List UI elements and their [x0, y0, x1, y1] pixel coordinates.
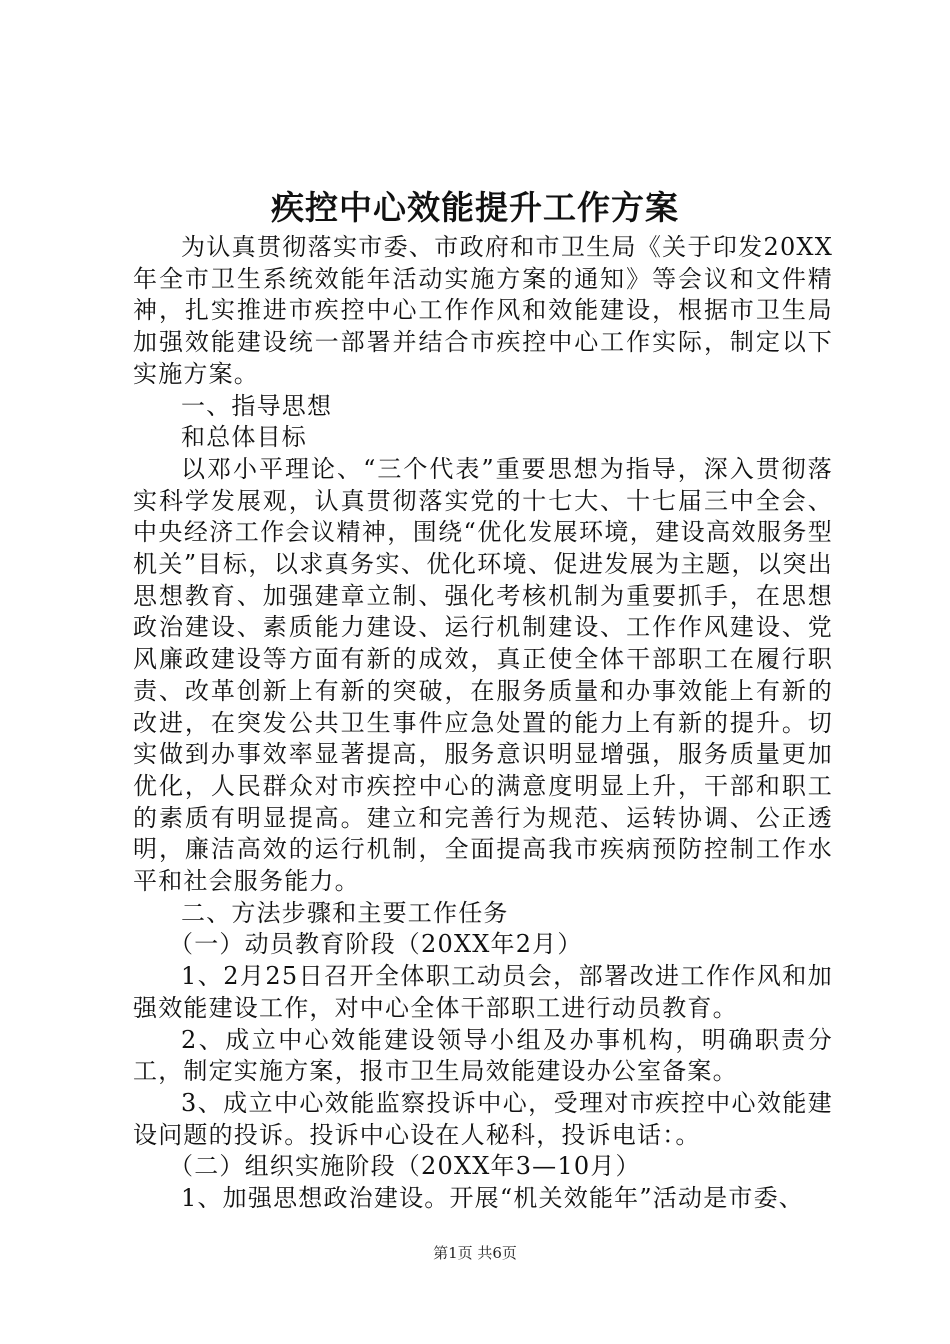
intro-paragraph: 为认真贯彻落实市委、市政府和市卫生局《关于印发20XX年全市卫生系统效能年活动实施方案的通知》等会议和文件精神，扎实推进市疾控中心工作作风和效能建设，根据市卫生局加强效能建设统一部署并结合市疾控中心工作实际，制定以下实施方案。	[133, 233, 833, 388]
page-footer: 第1页 共6页	[433, 1244, 517, 1262]
section-heading-methods: 二、方法步骤和主要工作任务	[181, 898, 509, 927]
section-heading-guiding-thought: 一、指导思想	[181, 391, 333, 420]
list-item: 3、成立中心效能监察投诉中心，受理对市疾控中心效能建设问题的投诉。投诉中心设在人秘科，投诉电话：。	[133, 1088, 833, 1149]
section-heading-overall-goal: 和总体目标	[181, 423, 307, 452]
stage-heading-mobilization: （一）动员教育阶段（20XX年2月）	[169, 930, 583, 959]
document-body	[133, 232, 833, 1215]
list-item: 1、2月25日召开全体职工动员会，部署改进工作作风和加强效能建设工作，对中心全体干部职工进行动员教育。	[133, 962, 833, 1022]
goal-paragraph: 以邓小平理论、“三个代表”重要思想为指导，深入贯彻落实科学发展观，认真贯彻落实党的十七大、十七届三中全会、中央经济工作会议精神，围绕“优化发展环境，建设高效服务型机关”目标，以求真务实、优化环境、促进发展为主题，以突出思想教育、加强建章立制、强化考核机制为重要抓手，在思想政治建设、素质能力建设、运行机制建设、工作作风建设、党风廉政建设等方面有新的成效，真正使全体干部职工在履行职责、改革创新上有新的突破，在服务质量和办事效能上有新的改进，在突发公共卫生事件应急处置的能力上有新的提升。切实做到办事效率显著提高，服务意识明显增强，服务质量更加优化，人民群众对市疾控中心的满意度明显上升，干部和职工的素质有明显提高。建立和完善行为规范、运转协调、公正透明，廉洁高效的运行机制，全面提高我市疾病预防控制工作水平和社会服务能力。	[133, 454, 833, 896]
list-item: 1、加强思想政治建设。开展“机关效能年”活动是市委、	[181, 1184, 805, 1213]
list-item: 2、成立中心效能建设领导小组及办事机构，明确职责分工，制定实施方案，报市卫生局效能建设办公室备案。	[133, 1025, 833, 1086]
stage-heading-implementation: （二）组织实施阶段（20XX年3—10月）	[169, 1152, 641, 1181]
document-title: 疾控中心效能提升工作方案	[271, 188, 679, 227]
